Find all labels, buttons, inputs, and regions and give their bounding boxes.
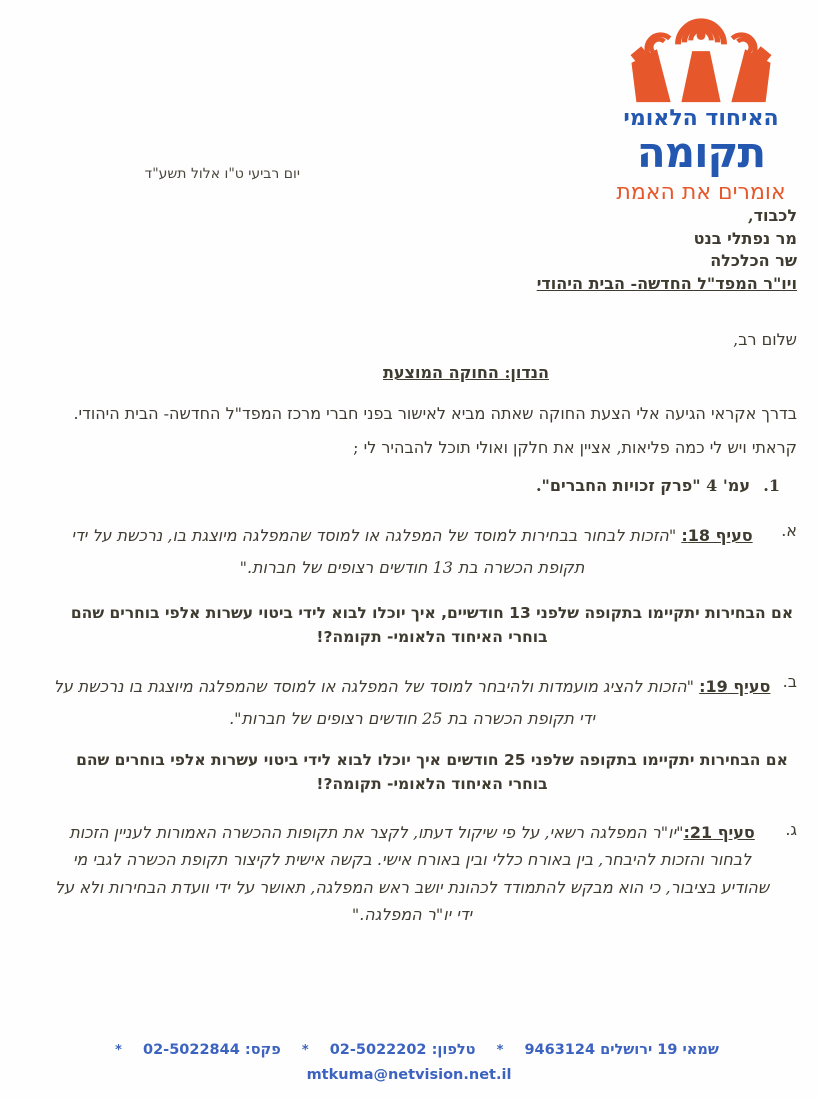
remarks-paragraph: קראתי ויש לי כמה פליאות, אציין את חלקן ואולי תוכל להבהיר לי ; — [353, 437, 797, 457]
subject-text: החוקה המוצעת — [382, 363, 499, 382]
clause-label: סעיף 18: — [681, 525, 753, 545]
letterhead-footer — [0, 1038, 818, 1087]
recipient-salutation: לכבוד, — [748, 206, 797, 225]
footer-address: שמאי 19 ירושלים 9463124 — [524, 1042, 719, 1058]
numbered-heading — [53, 474, 780, 498]
menorah-logo-icon — [627, 12, 775, 106]
asterisk-separator: * — [496, 1043, 504, 1058]
item-text — [53, 671, 771, 735]
recipient-block — [53, 205, 797, 295]
date-line: יום רביעי ט"ו אלול תשע"ד — [144, 166, 300, 182]
asterisk-separator: * — [115, 1043, 122, 1058]
footer-phone-label: טלפון: — [431, 1042, 476, 1058]
clause-item-18 — [53, 520, 797, 584]
footer-fax-label: פקס: — [244, 1042, 281, 1058]
item-text — [53, 520, 771, 584]
item-text — [53, 819, 771, 929]
list-number: 1. — [763, 475, 780, 495]
clause-quote: "יו"ר המפלגה רשאי, על פי שיקול דעתו, לקצר את תקופות ההכשרה האמורות לעניין הזכות לבחור והזכות להיבחר, בין באורח כללי ובין באורח אישי. בקשה אישית לקיצור תקופת הכשרה לגבי מי שהודיע בציבור, כי הוא מבקש להתמודד לכהונת יושב ראש המפלגה, תאושר על ידי וועדת הבחירות ולא על ידי יו"ר המפלגה." — [54, 822, 770, 924]
clause-label: סעיף 19: — [699, 676, 771, 696]
recipient-title: שר הכלכלה — [710, 251, 797, 270]
party-logo — [592, 12, 810, 204]
list-title: עמ' 4 "פרק זכויות החברים". — [535, 475, 750, 495]
clause-quote: "הזכות לבחור בבחירות למוסד של המפלגה או למוסד שהמפלגה מיוצגת בו, נרכשת על ידי תקופת הכשרה בת 13 חודשים רצופים של חברות." — [71, 525, 677, 577]
org-tagline: אומרים את האמת — [616, 180, 786, 205]
footer-fax: 02-5022844 — [143, 1042, 240, 1058]
letter-body — [53, 205, 797, 929]
footer-email: mtkuma@netvision.net.il — [306, 1067, 512, 1083]
emphasis-paragraph-18: אם הבחירות יתקיימו בתקופה שלפני 13 חודשיים, איך יוכלו לבוא לידי ביטוי עשרות אלפי בוחרים שהם בוחרי האיחוד הלאומי- תקומה?! — [70, 603, 794, 646]
clause-label: סעיף 21: — [683, 822, 755, 842]
clause-quote: "הזכות להציג מועמדות ולהיבחר למוסד של המפלגה או למוסד שהמפלגה מיוצגת בו נרכשת על ידי תקופת הכשרה בת 25 חודשים רצופים של חברות". — [53, 676, 695, 728]
intro-paragraph: בדרך אקראי הגיעה אלי הצעת החוקה שאתה מביא לאישור בפני חברי מרכז המפד"ל החדשה- הבית היהודי. — [73, 404, 797, 423]
org-name-line2: תקומה — [636, 128, 766, 177]
item-marker: א. — [781, 520, 797, 540]
subject-line — [53, 361, 549, 385]
recipient-role: ויו"ר המפד"ל החדשה- הבית היהודי — [536, 273, 797, 293]
subject-label: הנדון: — [504, 363, 549, 382]
clause-item-19 — [53, 671, 797, 735]
asterisk-separator: * — [301, 1043, 309, 1058]
org-name-line1: האיחוד הלאומי — [623, 106, 779, 131]
clause-item-21 — [53, 819, 797, 929]
emphasis-paragraph-19: אם הבחירות יתקיימו בתקופה שלפני 25 חודשים איך יוכלו לבוא לידי ביטוי עשרות אלפי בוחרים שהם בוחרי האיחוד הלאומי- תקומה?! — [76, 750, 788, 793]
item-marker: ג. — [785, 819, 797, 839]
item-marker: ב. — [782, 671, 797, 691]
recipient-name: מר נפתלי בנט — [693, 228, 797, 248]
footer-phone: 02-5022202 — [329, 1042, 427, 1058]
greeting: שלום רב, — [733, 330, 797, 349]
